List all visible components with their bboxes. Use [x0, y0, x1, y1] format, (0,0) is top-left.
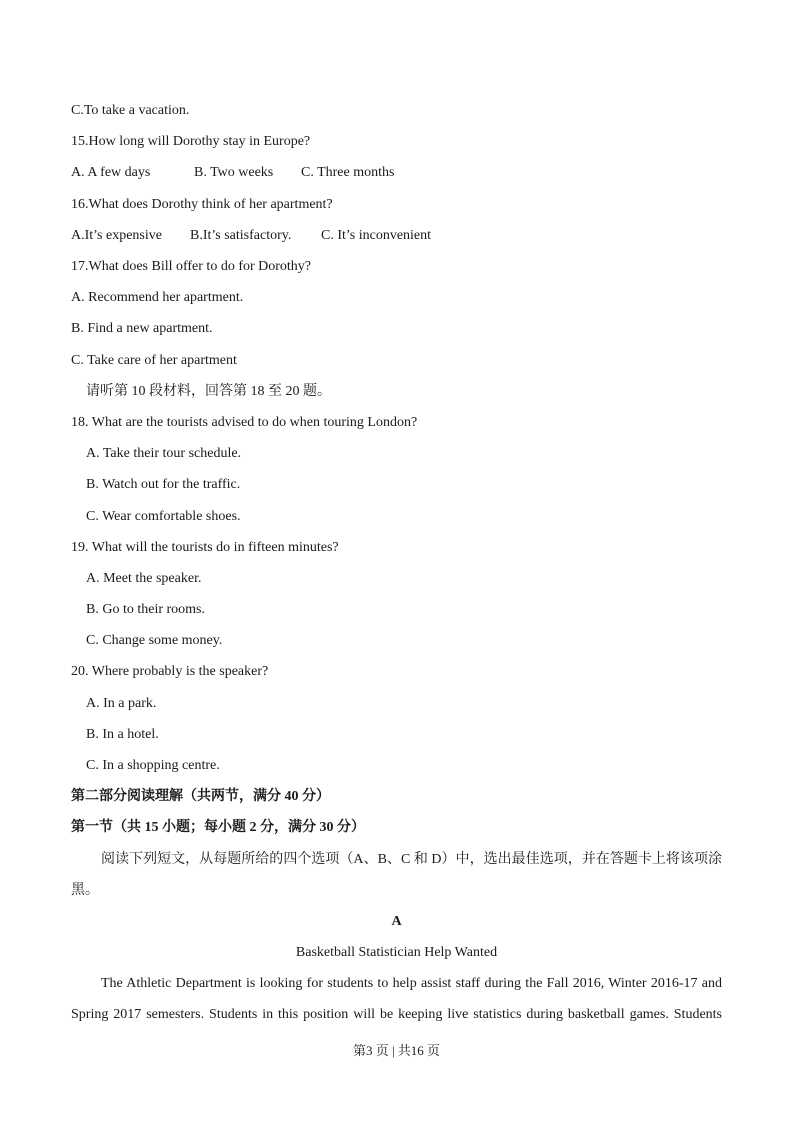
question-16: 16.What does Dorothy think of her apartment? — [71, 197, 333, 212]
question-16-option-a: A.It’s expensive — [71, 228, 162, 243]
question-16-option-c: C. It’s inconvenient — [321, 228, 432, 243]
directions-line-1: 阅读下列短文，从每题所给的四个选项（A、B、C 和 D）中，选出最佳选项，并在答题卡上将该项涂 — [101, 852, 722, 867]
question-17-option-c: C. Take care of her apartment — [71, 353, 237, 368]
question-20-option-c: C. In a shopping centre. — [86, 758, 220, 773]
listening-instruction-10: 请听第 10 段材料，回答第 18 至 20 题。 — [86, 384, 331, 399]
question-17: 17.What does Bill offer to do for Dorothy? — [71, 259, 312, 274]
passage-paragraph-line-2: Spring 2017 semesters. Students in this position will be keeping live statistics during basketball games. Students — [71, 1007, 722, 1022]
question-20-option-a: A. In a park. — [86, 696, 157, 711]
passage-letter: A — [391, 914, 402, 929]
question-19-option-b: B. Go to their rooms. — [86, 602, 205, 617]
question-16-options — [71, 227, 431, 245]
question-19-option-c: C. Change some money. — [86, 633, 223, 648]
question-15-option-c: C. Three months — [301, 165, 395, 180]
option-c-vacation: C.To take a vacation. — [71, 103, 190, 118]
question-17-option-b: B. Find a new apartment. — [71, 321, 213, 336]
page-footer: 第3 页 | 共16 页 — [352, 1043, 441, 1058]
passage-title: Basketball Statistician Help Wanted — [295, 945, 498, 960]
question-18-option-c: C. Wear comfortable shoes. — [86, 509, 241, 524]
part-two-heading: 第二部分阅读理解（共两节，满分 40 分） — [71, 789, 330, 804]
question-17-option-a: A. Recommend her apartment. — [71, 290, 244, 305]
question-18-option-a: A. Take their tour schedule. — [86, 446, 242, 461]
section-one-heading: 第一节（共 15 小题；每小题 2 分，满分 30 分） — [71, 820, 365, 835]
question-15-option-b: B. Two weeks — [194, 165, 274, 180]
question-18: 18. What are the tourists advised to do when touring London? — [71, 415, 418, 430]
question-15-options — [71, 164, 394, 182]
question-20-option-b: B. In a hotel. — [86, 727, 159, 742]
question-19: 19. What will the tourists do in fifteen minutes? — [71, 540, 339, 555]
passage-paragraph-line-1: The Athletic Department is looking for students to help assist staff during the Fall 2016, Winter 2016-17 and — [101, 976, 722, 991]
question-20: 20. Where probably is the speaker? — [71, 664, 269, 679]
question-15: 15.How long will Dorothy stay in Europe? — [71, 134, 311, 149]
question-16-option-b: B.It’s satisfactory. — [190, 228, 292, 243]
question-19-option-a: A. Meet the speaker. — [86, 571, 202, 586]
question-18-option-b: B. Watch out for the traffic. — [86, 477, 241, 492]
question-15-option-a: A. A few days — [71, 165, 151, 180]
directions-line-2: 黑。 — [71, 883, 99, 898]
